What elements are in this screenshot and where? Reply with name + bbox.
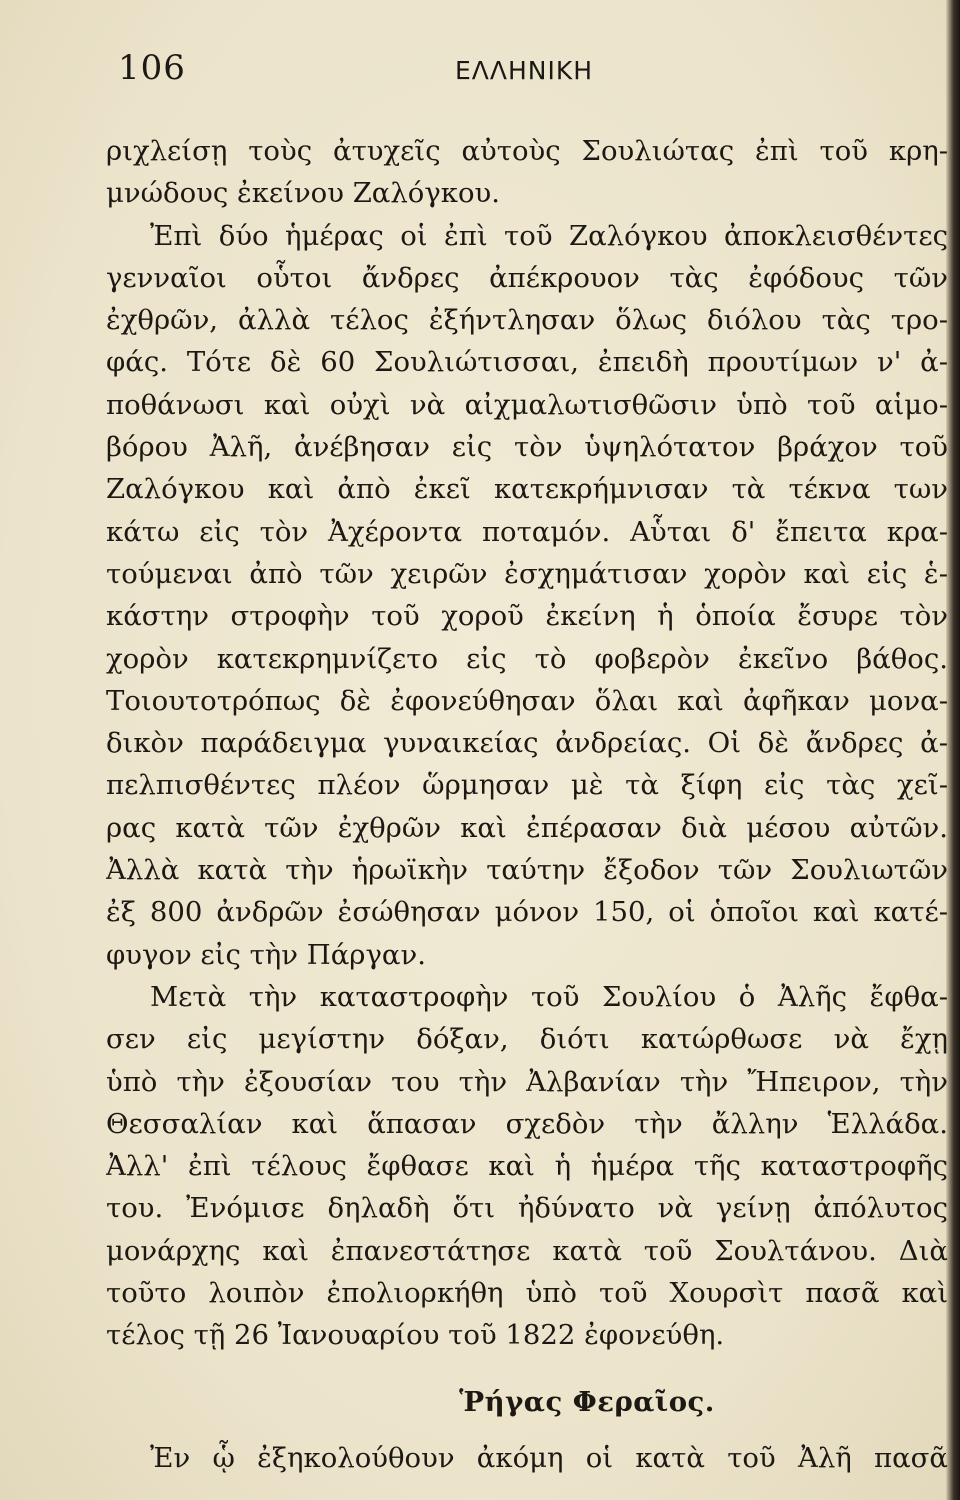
text-line: φυγον εἰς τὴν Πάργαν. — [106, 938, 426, 971]
text-line: Θεσσαλίαν καὶ ἅπασαν σχεδὸν τὴν ἄλλην Ἑλλάδα. — [106, 1107, 948, 1140]
page-header — [0, 48, 960, 98]
text-line: Τοιουτοτρόπως δὲ ἐφονεύθησαν ὅλαι καὶ ἀφῆκαν μονα- — [106, 684, 948, 717]
text-line: ἐχθρῶν, ἀλλὰ τέλος ἐξήντλησαν ὅλως διόλου τὰς τρο- — [106, 304, 948, 337]
text-line: ἐξ 800 ἀνδρῶν ἐσώθησαν μόνον 150, οἱ ὁποῖοι καὶ κατέ- — [106, 896, 948, 929]
text-line: ποθάνωσι καὶ οὐχὶ νὰ αἰχμαλωτισθῶσιν ὑπὸ τοῦ αἱμο- — [106, 388, 948, 421]
section-heading: Ῥήγας Φεραῖος. — [459, 1385, 715, 1418]
text-line: τέλος τῇ 26 Ἰανουαρίου τοῦ 1822 ἐφονεύθη. — [106, 1319, 725, 1352]
text-line: Ζαλόγκου καὶ ἀπὸ ἐκεῖ κατεκρήμνισαν τὰ τέκνα των — [106, 473, 948, 506]
text-line: Ἐν ᾧ ἐξηκολούθουν ἀκόμη οἱ κατὰ τοῦ Ἀλῆ πασᾶ — [150, 1441, 948, 1474]
body-text — [106, 130, 948, 1479]
text-line: φάς. Τότε δὲ 60 Σουλιώτισσαι, ἐπειδὴ προυτίμων ν' ἀ- — [106, 346, 948, 379]
page-spine-edge — [946, 0, 960, 1500]
text-line: Ἀλλ' ἐπὶ τέλους ἔφθασε καὶ ἡ ἡμέρα τῆς καταστροφῆς — [106, 1150, 948, 1183]
text-line: κάτω εἰς τὸν Ἀχέροντα ποταμόν. Αὗται δ' ἔπειτα κρα- — [106, 515, 948, 548]
running-head: ΕΛΛΗΝΙΚΗ — [455, 56, 594, 85]
text-line: Ἀλλὰ κατὰ τὴν ἡρωϊκὴν ταύτην ἔξοδον τῶν Σουλιωτῶν — [106, 854, 948, 887]
text-line: του. Ἐνόμισε δηλαδὴ ὅτι ἠδύνατο νὰ γείνῃ ἀπόλυτος — [106, 1192, 948, 1225]
text-line: πελπισθέντες πλέον ὥρμησαν μὲ τὰ ξίφη εἰς τὰς χεῖ- — [106, 769, 948, 802]
text-line: μνώδους ἐκείνου Ζαλόγκου. — [106, 177, 500, 210]
text-line: Ἐπὶ δύο ἡμέρας οἱ ἐπὶ τοῦ Ζαλόγκου ἀποκλεισθέντες — [150, 219, 948, 252]
text-line: Μετὰ τὴν καταστροφὴν τοῦ Σουλίου ὁ Ἀλῆς ἔφθα- — [150, 980, 948, 1013]
page-number: 106 — [118, 48, 186, 88]
text-line: βόρου Ἀλῆ, ἀνέβησαν εἰς τὸν ὑψηλότατον βράχον τοῦ — [106, 431, 948, 464]
text-line: ὑπὸ τὴν ἐξουσίαν του τὴν Ἀλβανίαν τὴν Ἤπειρον, τὴν — [106, 1065, 948, 1098]
text-line: τοῦτο λοιπὸν ἐπολιορκήθη ὑπὸ τοῦ Χουρσὶτ πασᾶ καὶ — [106, 1277, 948, 1310]
text-line: κάστην στροφὴν τοῦ χοροῦ ἐκείνη ἡ ὁποία ἔσυρε τὸν — [106, 600, 948, 633]
text-line: σεν εἰς μεγίστην δόξαν, διότι κατώρθωσε νὰ ἔχῃ — [106, 1023, 948, 1056]
text-line: τούμεναι ἀπὸ τῶν χειρῶν ἐσχημάτισαν χορὸν καὶ εἰς ἑ- — [106, 557, 948, 590]
text-line: γενναῖοι οὗτοι ἄνδρες ἀπέκρουον τὰς ἐφόδους τῶν — [106, 261, 948, 294]
text-line: ρας κατὰ τῶν ἐχθρῶν καὶ ἐπέρασαν διὰ μέσου αὐτῶν. — [106, 811, 948, 844]
text-line: δικὸν παράδειγμα γυναικείας ἀνδρείας. Οἱ δὲ ἄνδρες ἀ- — [106, 727, 948, 760]
text-line: μονάρχης καὶ ἐπανεστάτησε κατὰ τοῦ Σουλτάνου. Διὰ — [106, 1234, 948, 1267]
text-line: χορὸν κατεκρημνίζετο εἰς τὸ φοβερὸν ἐκεῖνο βάθος. — [106, 642, 948, 675]
text-line: ριχλείσῃ τοὺς ἀτυχεῖς αὐτοὺς Σουλιώτας ἐπὶ τοῦ κρη- — [106, 135, 948, 167]
